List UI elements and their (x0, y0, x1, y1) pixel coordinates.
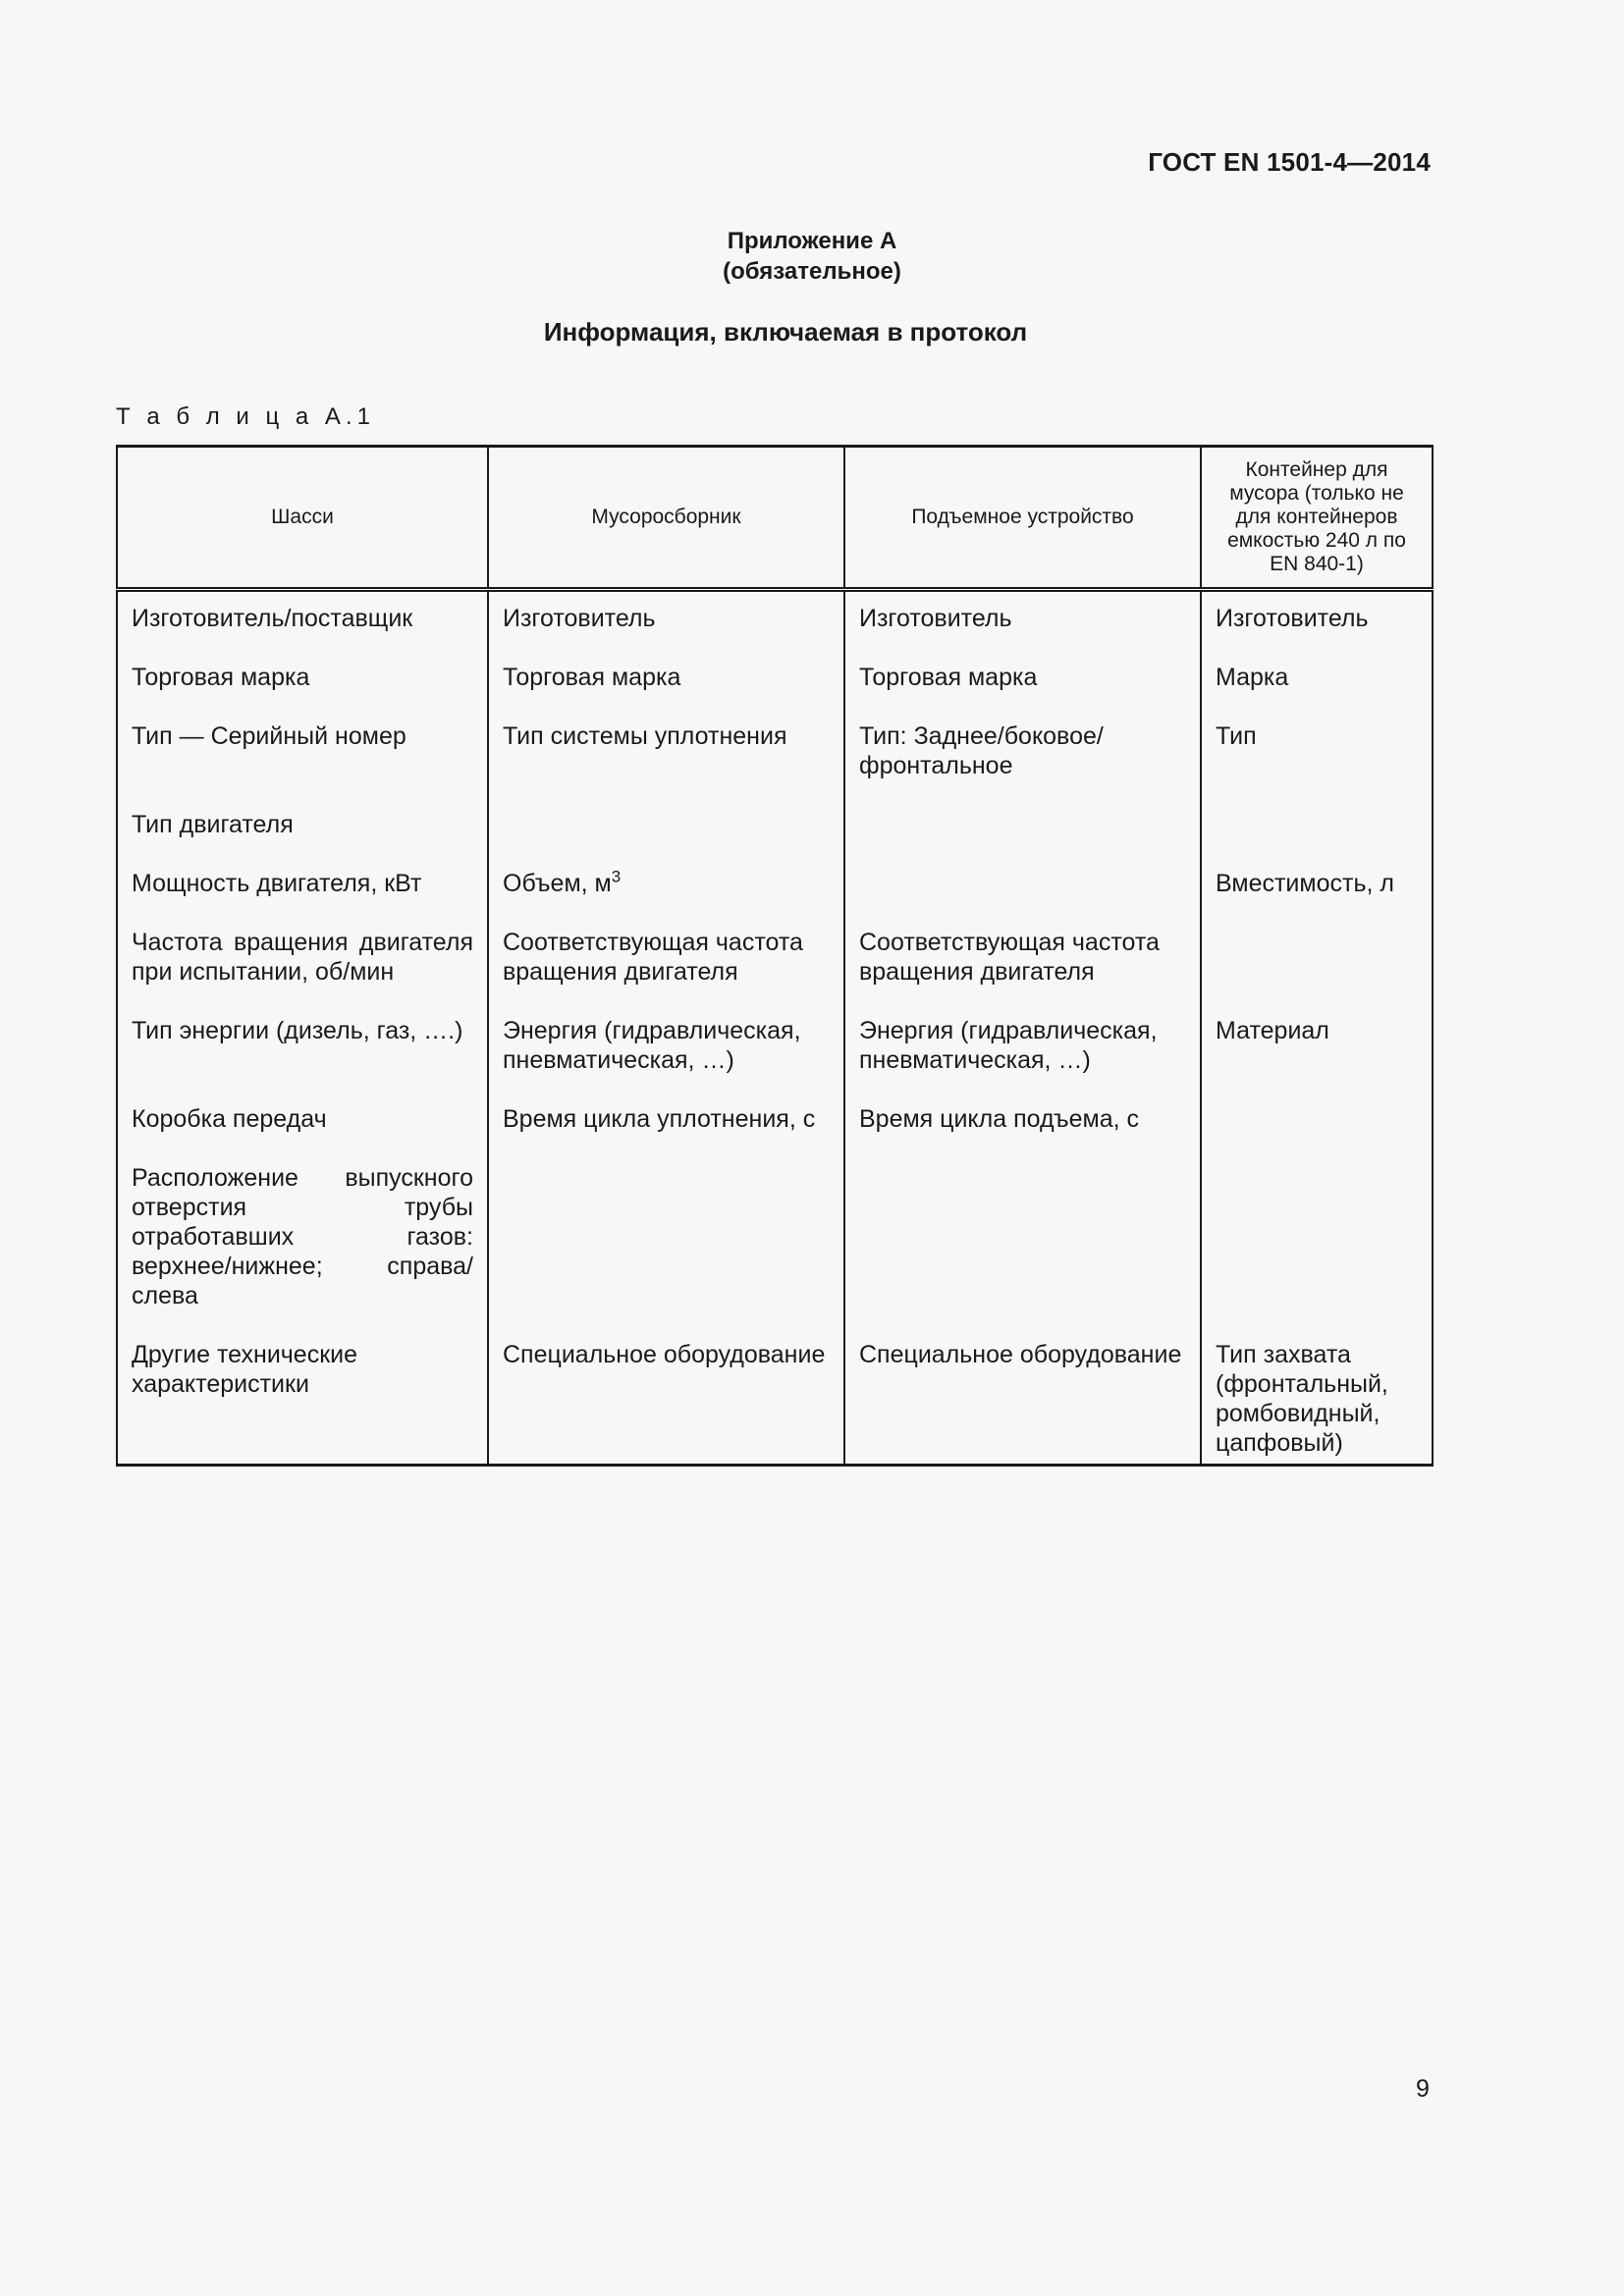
table-cell: Расположение выпускного отверстия трубы отработавших газов: верхнее/нижнее; справа/слева (117, 1163, 488, 1340)
table-cell (488, 869, 844, 928)
protocol-info-table (116, 445, 1434, 1467)
table-cell: Изготовитель/поставщик (117, 590, 488, 664)
table-cell (844, 869, 1201, 928)
table-cell: Энергия (гидравлическая, пневматическая, …) (844, 1016, 1201, 1104)
table-cell: Энергия (гидравлическая, пневматическая, …) (488, 1016, 844, 1104)
table-row (117, 721, 1433, 810)
table-row (117, 590, 1433, 664)
table-header-row (117, 447, 1433, 590)
table-cell: Вместимость, л (1201, 869, 1433, 928)
annex-status: (обязательное) (723, 258, 901, 285)
table-cell: Соответствующая частота вращения двигателя (844, 928, 1201, 1016)
volume-label: Объем, м (503, 870, 612, 897)
table-cell: Время цикла уплотнения, с (488, 1104, 844, 1163)
table-cell (1201, 1104, 1433, 1163)
table-cell: Время цикла подъема, с (844, 1104, 1201, 1163)
table-row (117, 1016, 1433, 1104)
table-cell (1201, 810, 1433, 869)
table-cell (488, 1163, 844, 1340)
table-cell: Другие технические характеристики (117, 1340, 488, 1466)
table-row (117, 1104, 1433, 1163)
table-cell: Торговая марка (488, 663, 844, 721)
column-header-lifting-device: Подъемное устройство (844, 447, 1201, 590)
table-cell: Специальное оборудование (488, 1340, 844, 1466)
table-cell: Изготовитель (488, 590, 844, 664)
table-row (117, 810, 1433, 869)
table-row (117, 1340, 1433, 1466)
table-cell: Тип: Заднее/боковое/ фронтальное (844, 721, 1201, 810)
table-cell: Изготовитель (1201, 590, 1433, 664)
table-cell: Торговая марка (844, 663, 1201, 721)
column-header-chassis: Шасси (117, 447, 488, 590)
table-cell: Коробка передач (117, 1104, 488, 1163)
column-header-container: Контейнер для мусора (только не для контейнеров емкостью 240 л по EN 840-1) (1201, 447, 1433, 590)
table-cell: Соответствующая частота вращения двигателя (488, 928, 844, 1016)
table-cell: Тип двигателя (117, 810, 488, 869)
table-row (117, 869, 1433, 928)
table-cell: Тип захвата (фронтальный, ромбовидный, цапфовый) (1201, 1340, 1433, 1466)
table-cell: Торговая марка (117, 663, 488, 721)
table-cell: Специальное оборудование (844, 1340, 1201, 1466)
annex-title: Приложение А (727, 228, 897, 254)
table-row (117, 928, 1433, 1016)
column-header-garbage-body: Мусоросборник (488, 447, 844, 590)
table-cell: Материал (1201, 1016, 1433, 1104)
table-cell (488, 810, 844, 869)
page-number: 9 (1416, 2075, 1430, 2103)
table-cell: Тип — Серийный номер (117, 721, 488, 810)
table-cell: Марка (1201, 663, 1433, 721)
table-cell (844, 810, 1201, 869)
volume-exponent: 3 (611, 867, 622, 886)
table-cell: Мощность двигателя, кВт (117, 869, 488, 928)
document-code: ГОСТ EN 1501-4—2014 (1148, 147, 1431, 177)
table-cell (1201, 1163, 1433, 1340)
table-cell: Тип энергии (дизель, газ, ….) (117, 1016, 488, 1104)
table-label: Т а б л и ц а А.1 (116, 403, 375, 430)
annex-header (0, 226, 1624, 287)
table-cell: Изготовитель (844, 590, 1201, 664)
table-cell: Тип системы уплотнения (488, 721, 844, 810)
annex-heading: Информация, включаемая в протокол (543, 317, 1028, 347)
table-row (117, 663, 1433, 721)
table-cell: Частота вращения двигателя при испытании, об/мин (117, 928, 488, 1016)
table-cell (844, 1163, 1201, 1340)
table-cell: Тип (1201, 721, 1433, 810)
table-row (117, 1163, 1433, 1340)
table-cell (1201, 928, 1433, 1016)
